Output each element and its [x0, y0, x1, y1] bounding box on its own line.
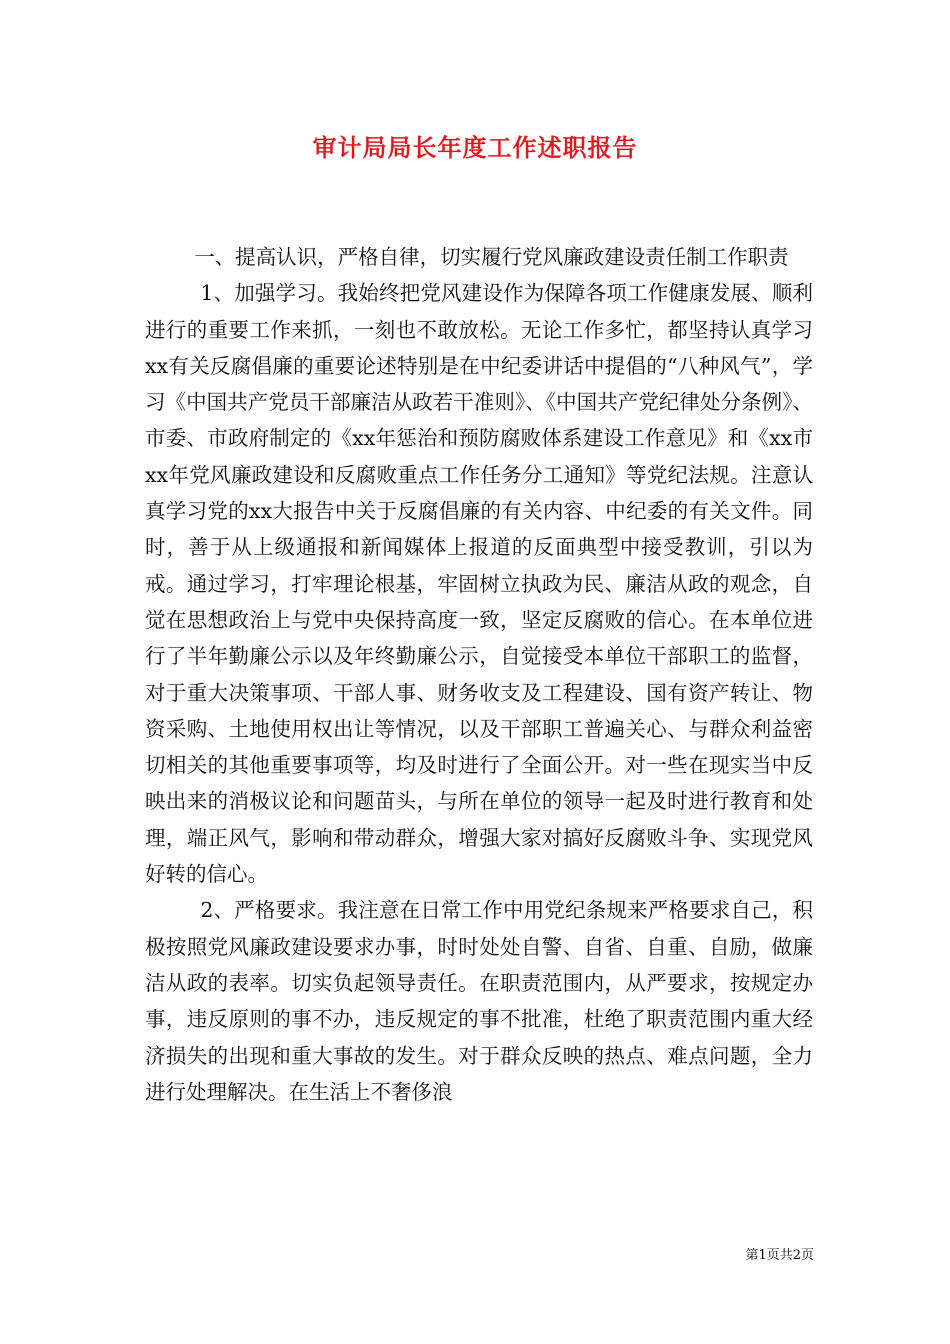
page-number: 第1页共2页 [745, 1248, 814, 1263]
document-body [145, 239, 813, 1110]
section-heading: 一、提高认识，严格自律，切实履行党风廉政建设责任制工作职责 [194, 245, 789, 269]
document-title: 审计局局长年度工作述职报告 [312, 133, 638, 162]
paragraph-study: 1、加强学习。我始终把党风建设作为保障各项工作健康发展、顺利进行的重要工作来抓，一刻也不敢放松。无论工作多忙，都坚持认真学习xx有关反腐倡廉的重要论述特别是在中纪委讲话中提倡的“八种风气”，学习《中国共产党员干部廉洁从政若干准则》、《中国共产党纪律处分条例》、市委、市政府制定的《xx年惩治和预防腐败体系建设工作意见》和《xx市xx年党风廉政建设和反腐败重点工作任务分工通知》等党纪法规。注意认真学习党的xx大报告中关于反腐倡廉的有关内容、中纪委的有关文件。同时，善于从上级通报和新闻媒体上报道的反面典型中接受教训，引以为戒。通过学习，打牢理论根基，牢固树立执政为民、廉洁从政的观念，自觉在思想政治上与党中央保持高度一致，坚定反腐败的信心。在本单位进行了半年勤廉公示以及年终勤廉公示，自觉接受本单位干部职工的监督，对于重大决策事项、干部人事、财务收支及工程建设、国有资产转让、物资采购、土地使用权出让等情况，以及干部职工普遍关心、与群众利益密切相关的其他重要事项等，均及时进行了全面公开。对一些在现实当中反映出来的消极议论和问题苗头，与所在单位的领导一起及时进行教育和处理，端正风气，影响和带动群众，增强大家对搞好反腐败斗争、实现党风好转的信心。 [145, 281, 813, 887]
paragraph-requirements: 2、严格要求。我注意在日常工作中用党纪条规来严格要求自己，积极按照党风廉政建设要求办事，时时处处自警、自省、自重、自励，做廉洁从政的表率。切实负起领导责任。在职责范围内，从严要求，按规定办事，违反原则的事不办，违反规定的事不批准，杜绝了职责范围内重大经济损失的出现和重大事故的发生。对于群众反映的热点、难点问题，全力进行处理解决。在生活上不奢侈浪 [145, 898, 813, 1104]
